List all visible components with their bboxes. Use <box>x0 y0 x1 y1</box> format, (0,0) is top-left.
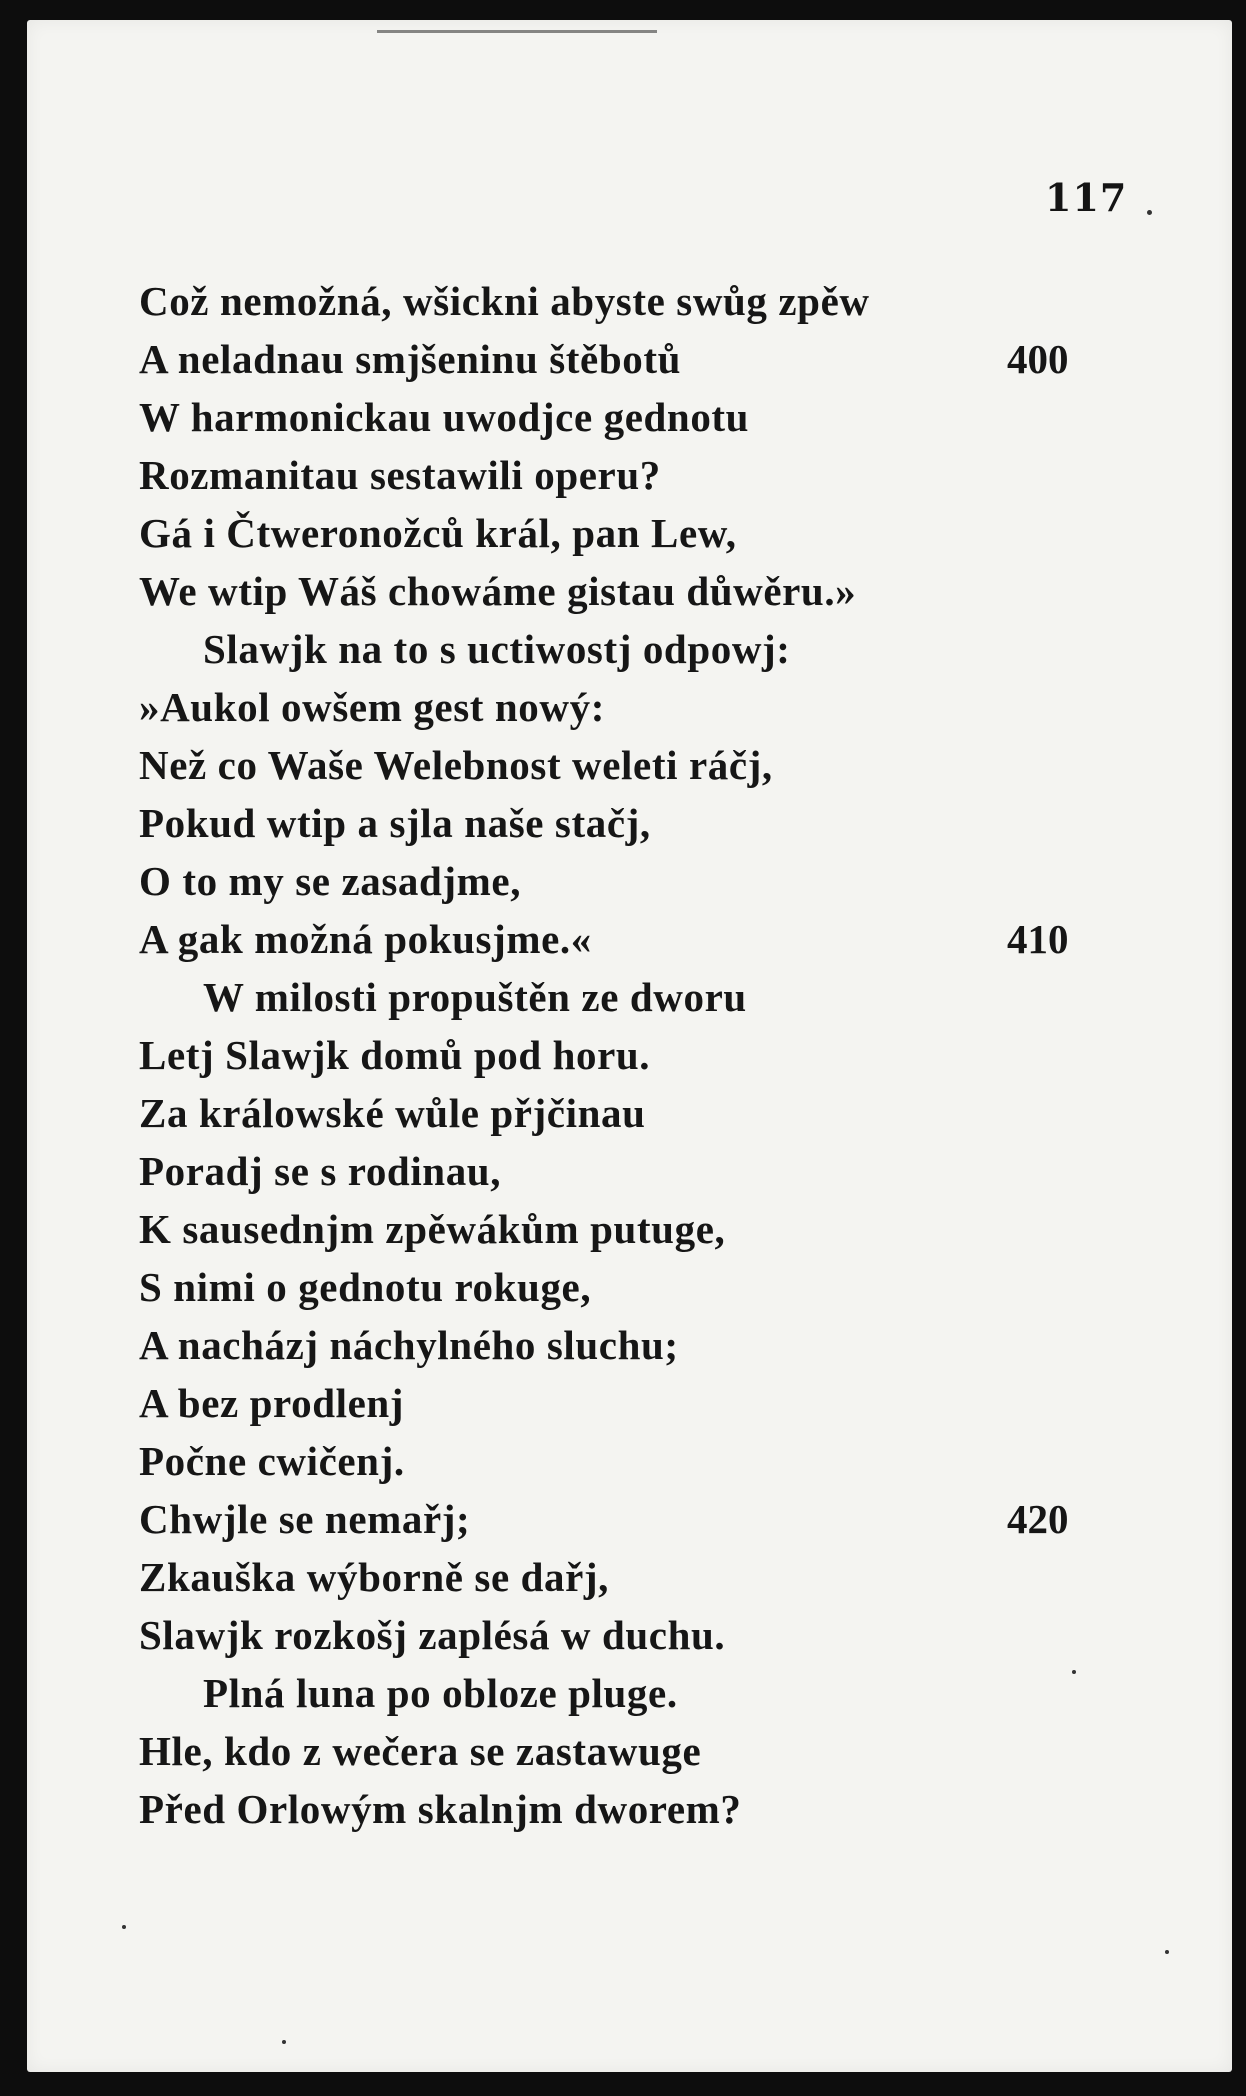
paper-speck <box>1165 1950 1169 1954</box>
verse-line: Letj Slawjk domů pod horu. <box>139 1032 651 1078</box>
verse-line: Před Orlowým skalnjm dworem? <box>139 1786 742 1832</box>
verse-line: Slawjk na to s uctiwostj odpowj: <box>203 626 791 672</box>
line-number: 400 <box>1007 336 1069 382</box>
verse-line: Chwjle se nemařj; <box>139 1496 471 1542</box>
verse-line: »Aukol owšem gest nowý: <box>139 684 605 730</box>
verse-line: Zkauška wýborně se dařj, <box>139 1554 610 1600</box>
paper-speck <box>282 2040 286 2044</box>
paper-speck <box>1147 210 1152 215</box>
top-edge-rule <box>377 30 657 33</box>
verse-line: Plná luna po obloze pluge. <box>203 1670 678 1716</box>
verse-line: Rozmanitau sestawili operu? <box>139 452 661 498</box>
verse-line: W milosti propuštěn ze dworu <box>203 974 747 1020</box>
verse-line: Než co Waše Welebnost weleti ráčj, <box>139 742 773 788</box>
verse-line: S nimi o gednotu rokuge, <box>139 1264 592 1310</box>
line-number: 410 <box>1007 916 1069 962</box>
paper-speck <box>122 1925 126 1929</box>
verse-line: Slawjk rozkošj zaplésá w duchu. <box>139 1612 726 1658</box>
verse-line: Gá i Čtweronožců král, pan Lew, <box>139 510 737 556</box>
verse-line: Za králowské wůle přjčinau <box>139 1090 646 1136</box>
page-number: 117 <box>1045 175 1128 220</box>
verse-line: A bez prodlenj <box>139 1380 405 1426</box>
verse-line: Poradj se s rodinau, <box>139 1148 502 1194</box>
book-page <box>27 20 1232 2072</box>
verse-line: We wtip Wáš chowáme gistau důwěru.» <box>139 568 857 614</box>
verse-line: Což nemožná, wšickni abyste swůg zpěw <box>139 278 870 324</box>
verse-line: Počne cwičenj. <box>139 1438 405 1484</box>
verse-line: Pokud wtip a sjla naše stačj, <box>139 800 651 846</box>
verse-line: K sausednjm zpěwákům putuge, <box>139 1206 726 1252</box>
verse-line: O to my se zasadjme, <box>139 858 522 904</box>
verse-line: A neladnau smjšeninu štěbotů <box>139 336 681 382</box>
verse-line: A nacházj náchylného sluchu; <box>139 1322 679 1368</box>
line-number: 420 <box>1007 1496 1069 1542</box>
verse-line: Hle, kdo z wečera se zastawuge <box>139 1728 702 1774</box>
paper-speck <box>1072 1670 1076 1674</box>
verse-line: A gak možná pokusjme.« <box>139 916 592 962</box>
verse-line: W harmonickau uwodjce gednotu <box>139 394 750 440</box>
